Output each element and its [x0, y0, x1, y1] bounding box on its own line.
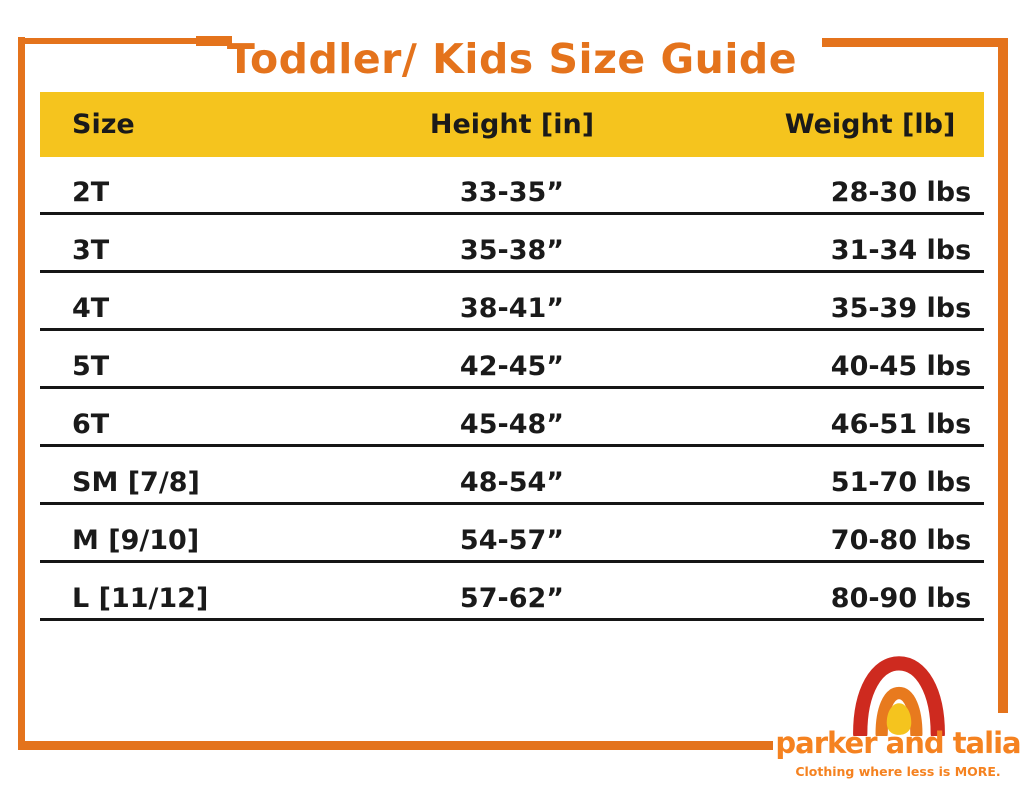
height-cell: 45-48” [459, 409, 565, 440]
size-cell: 5T [72, 351, 110, 382]
rainbow-icon [850, 650, 948, 736]
table-row [40, 505, 984, 563]
size-cell: 3T [72, 235, 110, 266]
height-cell: 35-38” [459, 235, 565, 266]
page-border-left [18, 37, 25, 750]
weight-cell: 80-90 lbs [830, 583, 972, 614]
logo-tagline: Clothing where less is MORE. [795, 764, 1001, 779]
table-row [40, 389, 984, 447]
table-row [40, 447, 984, 505]
weight-cell: 31-34 lbs [830, 235, 972, 266]
height-cell: 54-57” [459, 525, 565, 556]
column-header-weight: Weight [lb] [784, 109, 956, 140]
page-title: Toddler/ Kids Size Guide [226, 35, 798, 84]
weight-cell: 28-30 lbs [830, 177, 972, 208]
size-cell: M [9/10] [72, 525, 200, 556]
size-cell: 2T [72, 177, 110, 208]
size-table [40, 92, 984, 621]
size-cell: SM [7/8] [72, 467, 200, 498]
table-header-row [40, 92, 984, 157]
height-cell: 33-35” [459, 177, 565, 208]
size-cell: L [11/12] [72, 583, 209, 614]
table-row [40, 273, 984, 331]
weight-cell: 35-39 lbs [830, 293, 972, 324]
size-cell: 4T [72, 293, 110, 324]
height-cell: 48-54” [459, 467, 565, 498]
column-header-height: Height [in] [429, 109, 595, 140]
logo-wordmark: parker and talia [775, 726, 1021, 760]
table-row [40, 563, 984, 621]
table-row [40, 215, 984, 273]
height-cell: 38-41” [459, 293, 565, 324]
height-cell: 57-62” [459, 583, 565, 614]
weight-cell: 70-80 lbs [830, 525, 972, 556]
height-cell: 42-45” [459, 351, 565, 382]
weight-cell: 46-51 lbs [830, 409, 972, 440]
size-cell: 6T [72, 409, 110, 440]
table-row [40, 331, 984, 389]
weight-cell: 51-70 lbs [830, 467, 972, 498]
page-border-right [998, 38, 1008, 713]
weight-cell: 40-45 lbs [830, 351, 972, 382]
column-header-size: Size [72, 109, 135, 140]
page-border-bottom [18, 741, 773, 750]
table-row [40, 157, 984, 215]
